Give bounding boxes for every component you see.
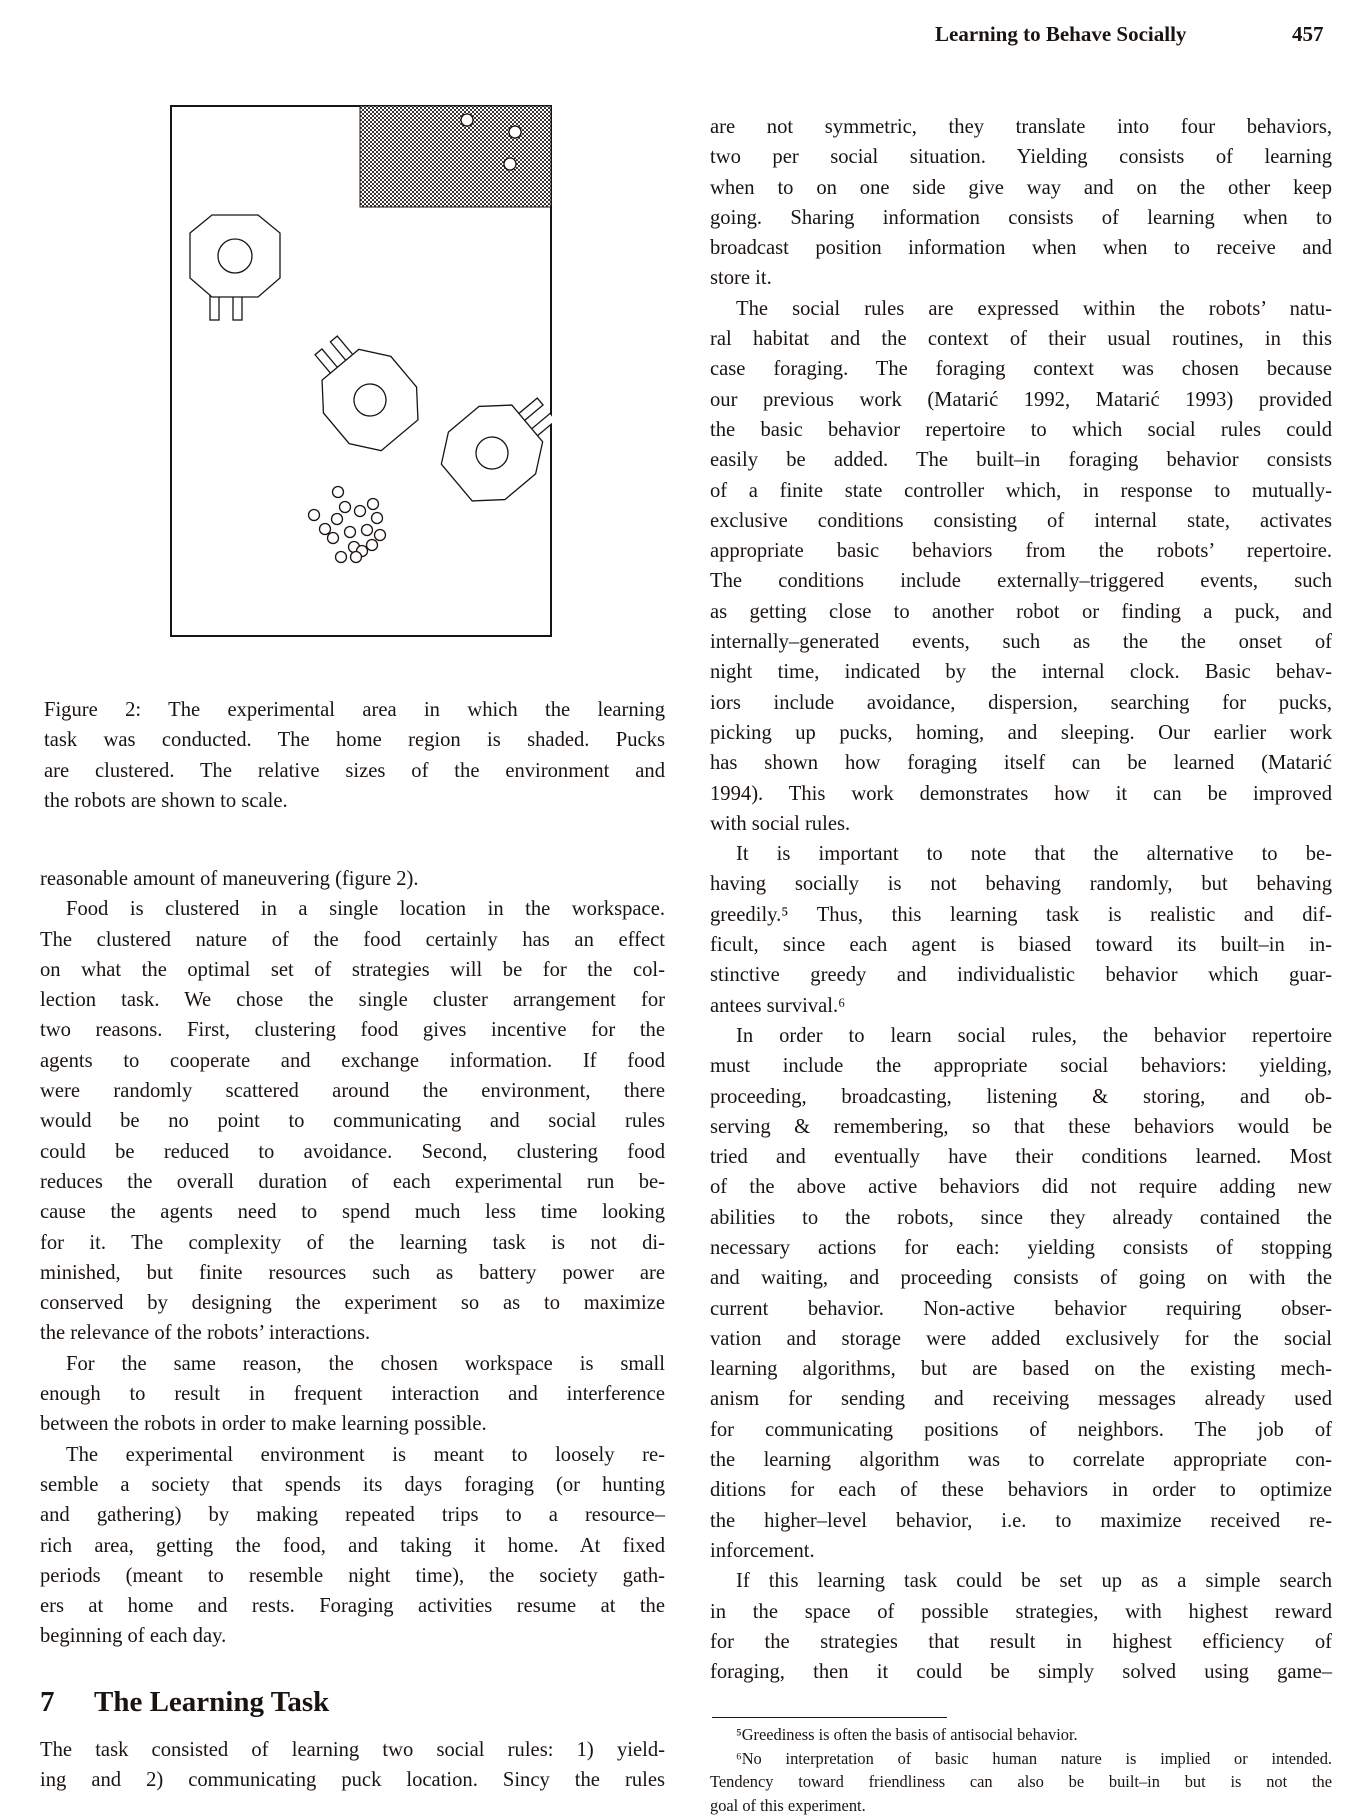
text-line: on what the optimal set of strategies will be for the col-	[40, 955, 665, 985]
text-line: the learning algorithm was to correlate appropriate con-	[710, 1445, 1332, 1475]
text-line: and waiting, and proceeding consists of going on with the	[710, 1263, 1332, 1293]
paragraph	[710, 839, 1332, 1021]
home-region-shaded	[360, 106, 551, 207]
left-column-body	[40, 864, 665, 1652]
text-line: iors include avoidance, dispersion, searching for pucks,	[710, 688, 1332, 718]
text-line: serving & remembering, so that these behaviors would be	[710, 1112, 1332, 1142]
text-line: ral habitat and the context of their usual routines, in this	[710, 324, 1332, 354]
text-line: ing and 2) communicating puck location. Sincy the rules	[40, 1765, 665, 1795]
text-line: for the strategies that result in highest efficiency of	[710, 1627, 1332, 1657]
text-line: for it. The complexity of the learning task is not di-	[40, 1228, 665, 1258]
footnote-6	[710, 1747, 1332, 1817]
text-line: internally–generated events, such as the the onset of	[710, 627, 1332, 657]
page-number: 457	[1292, 22, 1324, 47]
caption-line: the robots are shown to scale.	[44, 786, 665, 816]
text-line: periods (meant to resemble night time), the society gath-	[40, 1561, 665, 1591]
text-line: ers at home and rests. Foraging activities resume at the	[40, 1591, 665, 1621]
text-line: minished, but finite resources such as battery power are	[40, 1258, 665, 1288]
text-line: between the robots in order to make learning possible.	[40, 1409, 665, 1439]
section-title: The Learning Task	[94, 1686, 329, 1718]
text-line: The experimental environment is meant to loosely re-	[40, 1440, 665, 1470]
running-head	[0, 22, 1340, 52]
caption-line: Figure 2: The experimental area in which the learning	[44, 695, 665, 725]
text-line: semble a society that spends its days foraging (or hunting	[40, 1470, 665, 1500]
text-line: has shown how foraging itself can be learned (Matarić	[710, 748, 1332, 778]
robot-3-icon	[428, 374, 552, 516]
text-line: reduces the overall duration of each experimental run be-	[40, 1167, 665, 1197]
text-line: could be reduced to avoidance. Second, clustering food	[40, 1137, 665, 1167]
paragraph	[710, 1566, 1332, 1687]
text-line: conserved by designing the experiment so as to maximize	[40, 1288, 665, 1318]
text-line: case foraging. The foraging context was chosen because	[710, 354, 1332, 384]
text-line: and gathering) by making repeated trips to a resource–	[40, 1500, 665, 1530]
text-line: having socially is not behaving randomly, but behaving	[710, 869, 1332, 899]
text-line: It is important to note that the alternative to be-	[710, 839, 1332, 869]
text-line: If this learning task could be set up as a simple search	[710, 1566, 1332, 1596]
text-line: the higher–level behavior, i.e. to maximize received re-	[710, 1506, 1332, 1536]
text-line: greedily.⁵ Thus, this learning task is realistic and dif-	[710, 900, 1332, 930]
text-line: broadcast position information when when to receive and	[710, 233, 1332, 263]
arena-diagram	[170, 105, 552, 637]
text-line: tried and eventually have their conditions learned. Most	[710, 1142, 1332, 1172]
footnote-line: goal of this experiment.	[710, 1794, 1332, 1817]
figure-caption	[44, 695, 665, 816]
text-line: learning algorithms, but are based on the existing mech-	[710, 1354, 1332, 1384]
caption-line: are clustered. The relative sizes of the environment and	[44, 756, 665, 786]
text-line: our previous work (Matarić 1992, Matarić 1993) provided	[710, 385, 1332, 415]
robot-1-icon	[190, 215, 280, 320]
paragraph	[710, 294, 1332, 839]
right-column-body	[710, 112, 1332, 1687]
paragraph	[40, 1349, 665, 1440]
robot-2-icon	[291, 318, 433, 463]
text-line: night time, indicated by the internal clock. Basic behav-	[710, 657, 1332, 687]
text-line: ficult, since each agent is biased toward its built–in in-	[710, 930, 1332, 960]
text-line: rich area, getting the food, and taking it home. At fixed	[40, 1531, 665, 1561]
text-line: must include the appropriate social behaviors: yielding,	[710, 1051, 1332, 1081]
text-line: foraging, then it could be simply solved using game–	[710, 1657, 1332, 1687]
text-line: For the same reason, the chosen workspace is small	[40, 1349, 665, 1379]
text-line: vation and storage were added exclusively for the social	[710, 1324, 1332, 1354]
text-line: current behavior. Non-active behavior requiring obser-	[710, 1294, 1332, 1324]
text-line: when to on one side give way and on the other keep	[710, 173, 1332, 203]
text-line: agents to cooperate and exchange information. If food	[40, 1046, 665, 1076]
text-line: stinctive greedy and individualistic behavior which guar-	[710, 960, 1332, 990]
text-line: abilities to the robots, since they already contained the	[710, 1203, 1332, 1233]
caption-line: task was conducted. The home region is shaded. Pucks	[44, 725, 665, 755]
text-line: beginning of each day.	[40, 1621, 665, 1651]
text-line: in the space of possible strategies, with highest reward	[710, 1597, 1332, 1627]
text-line: as getting close to another robot or finding a puck, and	[710, 597, 1332, 627]
text-line: lection task. We chose the single cluster arrangement for	[40, 985, 665, 1015]
section-heading	[40, 1686, 329, 1719]
text-line: inforcement.	[710, 1536, 1332, 1566]
text-line: proceeding, broadcasting, listening & storing, and ob-	[710, 1082, 1332, 1112]
text-line: picking up pucks, homing, and sleeping. Our earlier work	[710, 718, 1332, 748]
text-line: In order to learn social rules, the behavior repertoire	[710, 1021, 1332, 1051]
text-line: store it.	[710, 263, 1332, 293]
text-line: reasonable amount of maneuvering (figure 2).	[40, 864, 665, 894]
text-line: appropriate basic behaviors from the robots’ repertoire.	[710, 536, 1332, 566]
text-line: cause the agents need to spend much less time looking	[40, 1197, 665, 1227]
running-title: Learning to Behave Socially	[935, 22, 1186, 47]
section-body	[40, 1735, 665, 1796]
text-line: two reasons. First, clustering food gives incentive for the	[40, 1015, 665, 1045]
text-line: Food is clustered in a single location in the workspace.	[40, 894, 665, 924]
text-line: The social rules are expressed within the robots’ natu-	[710, 294, 1332, 324]
text-line: were randomly scattered around the environment, there	[40, 1076, 665, 1106]
text-line: antees survival.⁶	[710, 991, 1332, 1021]
text-line: for communicating positions of neighbors. The job of	[710, 1415, 1332, 1445]
text-line: going. Sharing information consists of learning when to	[710, 203, 1332, 233]
paragraph	[40, 864, 665, 894]
footnote-rule	[712, 1717, 947, 1718]
text-line: 1994). This work demonstrates how it can be improved	[710, 779, 1332, 809]
footnote-line: Tendency toward friendliness can also be built–in but is not the	[710, 1770, 1332, 1794]
text-line: The task consisted of learning two social rules: 1) yield-	[40, 1735, 665, 1765]
footnote-5	[710, 1723, 1332, 1747]
text-line: necessary actions for each: yielding consists of stopping	[710, 1233, 1332, 1263]
paragraph	[40, 894, 665, 1348]
text-line: easily be added. The built–in foraging behavior consists	[710, 445, 1332, 475]
text-line: of a finite state controller which, in response to mutually-	[710, 476, 1332, 506]
section-number: 7	[40, 1686, 94, 1719]
paragraph	[710, 1021, 1332, 1566]
footnote-line: ⁵Greediness is often the basis of antisocial behavior.	[710, 1723, 1332, 1747]
text-line: The conditions include externally–triggered events, such	[710, 566, 1332, 596]
text-line: would be no point to communicating and social rules	[40, 1106, 665, 1136]
paragraph	[710, 112, 1332, 294]
footnotes	[710, 1723, 1332, 1817]
text-line: with social rules.	[710, 809, 1332, 839]
text-line: the basic behavior repertoire to which social rules could	[710, 415, 1332, 445]
text-line: ditions for each of these behaviors in order to optimize	[710, 1475, 1332, 1505]
puck-cluster	[309, 487, 386, 563]
paragraph	[40, 1440, 665, 1652]
text-line: two per social situation. Yielding consists of learning	[710, 142, 1332, 172]
text-line: anism for sending and receiving messages already used	[710, 1384, 1332, 1414]
figure-2-experimental-area	[170, 105, 552, 637]
text-line: the relevance of the robots’ interactions.	[40, 1318, 665, 1348]
text-line: exclusive conditions consisting of internal state, activates	[710, 506, 1332, 536]
footnote-line: ⁶No interpretation of basic human nature is implied or intended.	[710, 1747, 1332, 1771]
text-line: The clustered nature of the food certainly has an effect	[40, 925, 665, 955]
text-line: enough to result in frequent interaction and interference	[40, 1379, 665, 1409]
text-line: are not symmetric, they translate into four behaviors,	[710, 112, 1332, 142]
text-line: of the above active behaviors did not require adding new	[710, 1172, 1332, 1202]
